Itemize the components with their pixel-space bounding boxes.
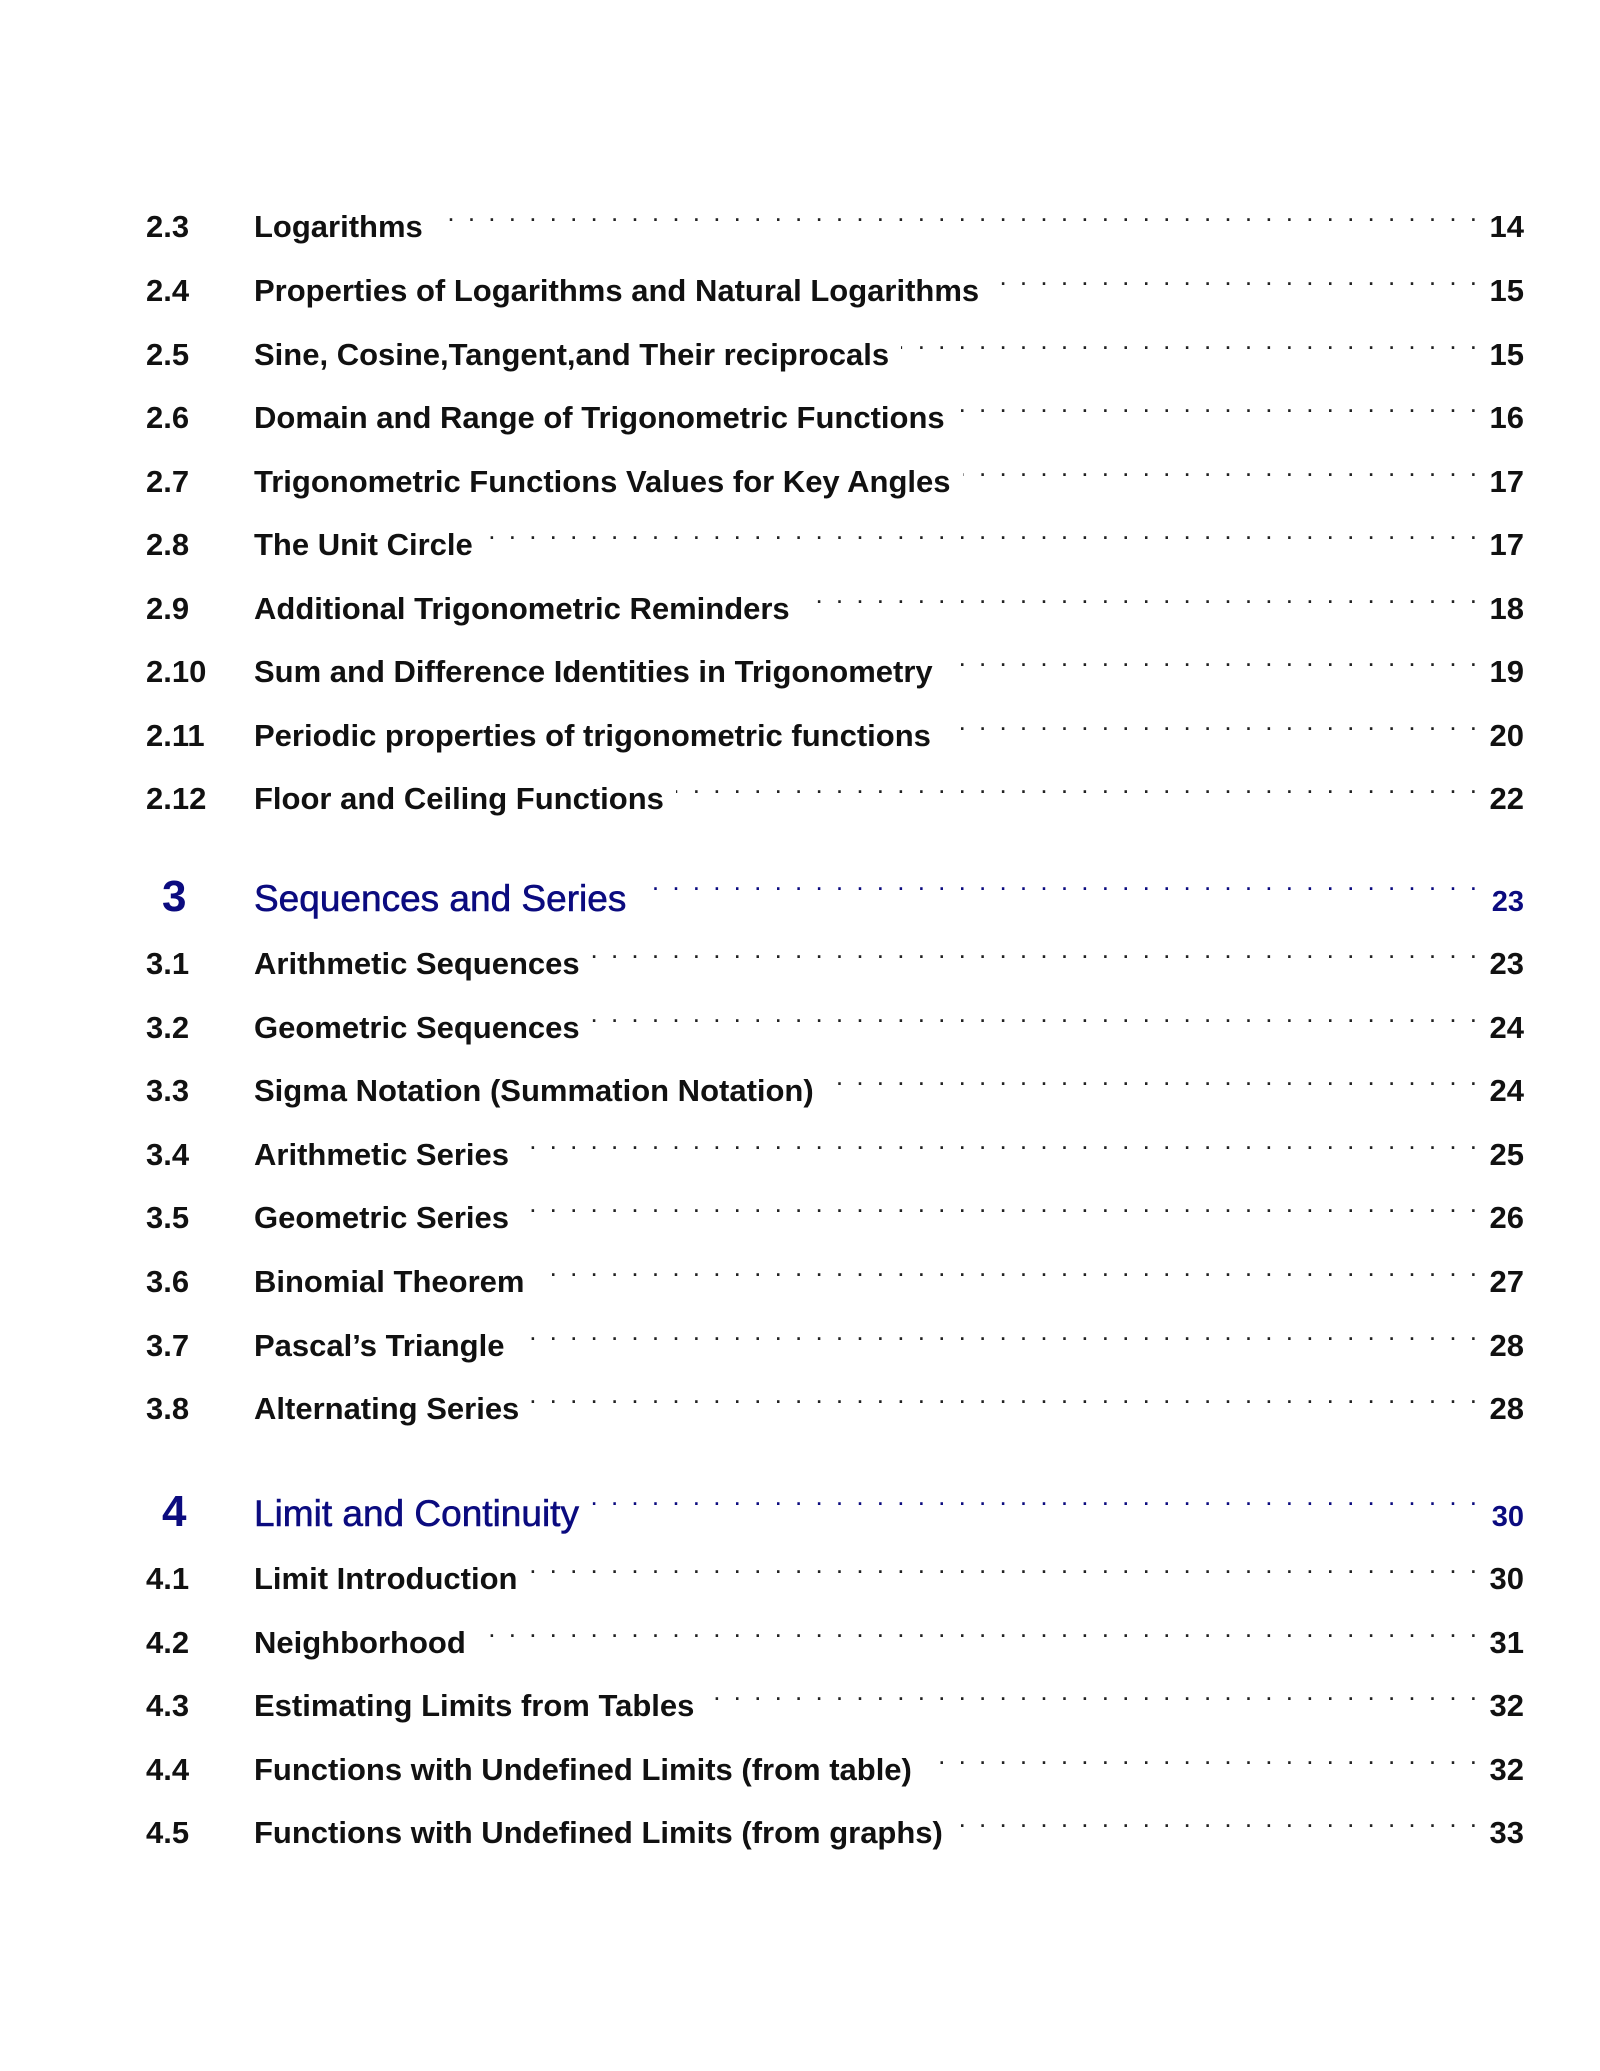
toc-section-entry[interactable] [146, 1242, 1524, 1299]
section-number: 3.6 [146, 1264, 190, 1299]
page-number[interactable]: 24 [1489, 1010, 1524, 1045]
page-number[interactable]: 33 [1489, 1815, 1524, 1850]
dot-leader [592, 988, 1480, 1038]
page-number[interactable]: 23 [1491, 886, 1524, 918]
toc-section-entry[interactable] [146, 505, 1524, 562]
dot-leader [638, 851, 1480, 911]
section-number: 4.3 [146, 1688, 190, 1723]
section-title[interactable]: Domain and Range of Trigonometric Functions [254, 400, 945, 435]
section-number: 2.4 [146, 273, 190, 308]
section-number: 3.5 [146, 1200, 190, 1235]
dot-leader [802, 569, 1480, 619]
toc-section-entry[interactable] [146, 315, 1524, 372]
dot-leader [706, 1666, 1480, 1716]
toc-section-entry[interactable] [146, 1306, 1524, 1363]
section-title[interactable]: Neighborhood [254, 1625, 466, 1660]
dot-leader [516, 1306, 1480, 1356]
dot-leader [991, 251, 1480, 301]
chapter-title[interactable]: Sequences and Series [254, 878, 627, 919]
toc-section-entry[interactable] [146, 1539, 1524, 1596]
toc-section-entry[interactable] [146, 1115, 1524, 1172]
page-number[interactable]: 28 [1489, 1391, 1524, 1426]
toc-section-entry[interactable] [146, 569, 1524, 626]
page-number[interactable]: 25 [1489, 1137, 1524, 1172]
page-number[interactable]: 16 [1489, 400, 1524, 435]
section-number: 3.7 [146, 1328, 190, 1363]
page-number[interactable]: 22 [1489, 781, 1524, 816]
page-number[interactable]: 32 [1489, 1688, 1524, 1723]
section-number: 4.1 [146, 1561, 190, 1596]
toc-section-entry[interactable] [146, 442, 1524, 499]
dot-leader [955, 1793, 1480, 1843]
page-number[interactable]: 23 [1489, 946, 1524, 981]
dot-leader [901, 315, 1480, 365]
section-number: 3.3 [146, 1073, 190, 1108]
page-number[interactable]: 32 [1489, 1752, 1524, 1787]
page-number[interactable]: 28 [1489, 1328, 1524, 1363]
dot-leader [531, 1369, 1480, 1419]
toc-section-entry[interactable] [146, 378, 1524, 435]
dot-leader [591, 1466, 1480, 1526]
dot-leader [676, 759, 1480, 809]
section-number: 3.2 [146, 1010, 190, 1045]
section-title[interactable]: Functions with Undefined Limits (from graphs) [254, 1815, 943, 1850]
dot-leader [957, 378, 1480, 428]
dot-leader [435, 187, 1480, 237]
section-number: 2.3 [146, 209, 190, 244]
section-title[interactable]: Alternating Series [254, 1391, 520, 1426]
dot-leader [478, 1603, 1480, 1653]
chapter-title[interactable]: Limit and Continuity [254, 1493, 579, 1534]
toc-section-entry[interactable] [146, 1666, 1524, 1723]
dot-leader [826, 1051, 1480, 1101]
dot-leader [945, 632, 1480, 682]
section-number: 2.6 [146, 400, 190, 435]
toc-chapter-entry[interactable] [146, 1466, 1524, 1536]
dot-leader [521, 1178, 1480, 1228]
section-title[interactable]: Sum and Difference Identities in Trigonometry [254, 654, 933, 689]
section-number: 4.4 [146, 1752, 190, 1787]
page-number[interactable]: 31 [1489, 1625, 1524, 1660]
page-number[interactable]: 26 [1489, 1200, 1524, 1235]
section-title[interactable]: Sigma Notation (Summation Notation) [254, 1073, 814, 1108]
section-title[interactable]: Arithmetic Series [254, 1137, 509, 1172]
toc-section-entry[interactable] [146, 924, 1524, 981]
page-number[interactable]: 15 [1489, 337, 1524, 372]
toc-section-entry[interactable] [146, 696, 1524, 753]
toc-section-entry[interactable] [146, 632, 1524, 689]
dot-leader [963, 442, 1481, 492]
section-number: 3.1 [146, 946, 190, 981]
toc-section-entry[interactable] [146, 1051, 1524, 1108]
section-title[interactable]: Arithmetic Sequences [254, 946, 580, 981]
section-title[interactable]: Floor and Ceiling Functions [254, 781, 664, 816]
toc-section-entry[interactable] [146, 1178, 1524, 1235]
section-title[interactable]: Functions with Undefined Limits (from table) [254, 1752, 912, 1787]
page-number[interactable]: 27 [1489, 1264, 1524, 1299]
section-number: 2.9 [146, 591, 190, 626]
section-number: 2.10 [146, 654, 207, 689]
section-title[interactable]: Geometric Sequences [254, 1010, 580, 1045]
page-number[interactable]: 30 [1489, 1561, 1524, 1596]
section-title[interactable]: Binomial Theorem [254, 1264, 525, 1299]
toc-section-entry[interactable] [146, 1603, 1524, 1660]
section-title[interactable]: Logarithms [254, 209, 423, 244]
section-number: 3.4 [146, 1137, 190, 1172]
toc-chapter-entry[interactable] [146, 851, 1524, 921]
chapter-number: 4 [162, 1487, 187, 1536]
toc-section-entry[interactable] [146, 759, 1524, 816]
section-number: 2.12 [146, 781, 207, 816]
dot-leader [536, 1242, 1480, 1292]
page-number[interactable]: 20 [1489, 718, 1524, 753]
section-number: 2.11 [146, 718, 205, 753]
section-title[interactable]: Geometric Series [254, 1200, 510, 1235]
section-title[interactable]: Pascal’s Triangle [254, 1328, 505, 1363]
dot-leader [529, 1539, 1480, 1589]
page-number[interactable]: 19 [1489, 654, 1524, 689]
page-number[interactable]: 15 [1489, 273, 1524, 308]
section-title[interactable]: Sine, Cosine,Tangent,and Their reciprocals [254, 337, 890, 372]
toc-section-entry[interactable] [146, 1793, 1524, 1850]
section-number: 4.5 [146, 1815, 190, 1850]
page-number[interactable]: 14 [1489, 209, 1524, 244]
section-number: 2.7 [146, 464, 190, 499]
section-number: 2.5 [146, 337, 190, 372]
page-number[interactable]: 17 [1489, 464, 1524, 499]
section-title[interactable]: Properties of Logarithms and Natural Logarithms [254, 273, 980, 308]
dot-leader [521, 1115, 1480, 1165]
toc-section-entry[interactable] [146, 1369, 1524, 1426]
section-title[interactable]: Additional Trigonometric Reminders [254, 591, 790, 626]
section-title[interactable]: Limit Introduction [254, 1561, 518, 1596]
dot-leader [592, 924, 1480, 974]
chapter-number: 3 [162, 872, 187, 921]
toc-section-entry[interactable] [146, 187, 1524, 244]
section-title[interactable]: The Unit Circle [254, 527, 473, 562]
dot-leader [924, 1730, 1480, 1780]
section-number: 2.8 [146, 527, 190, 562]
page-number[interactable]: 18 [1489, 591, 1524, 626]
page-number[interactable]: 24 [1489, 1073, 1524, 1108]
toc-section-entry[interactable] [146, 251, 1524, 308]
page-number[interactable]: 30 [1491, 1501, 1524, 1533]
section-number: 4.2 [146, 1625, 190, 1660]
dot-leader [943, 696, 1480, 746]
section-title[interactable]: Trigonometric Functions Values for Key Angles [254, 464, 951, 499]
dot-leader [485, 505, 1480, 555]
toc-section-entry[interactable] [146, 988, 1524, 1045]
page-number[interactable]: 17 [1489, 527, 1524, 562]
section-number: 3.8 [146, 1391, 190, 1426]
section-title[interactable]: Periodic properties of trigonometric functions [254, 718, 931, 753]
toc-section-entry[interactable] [146, 1730, 1524, 1787]
section-title[interactable]: Estimating Limits from Tables [254, 1688, 695, 1723]
